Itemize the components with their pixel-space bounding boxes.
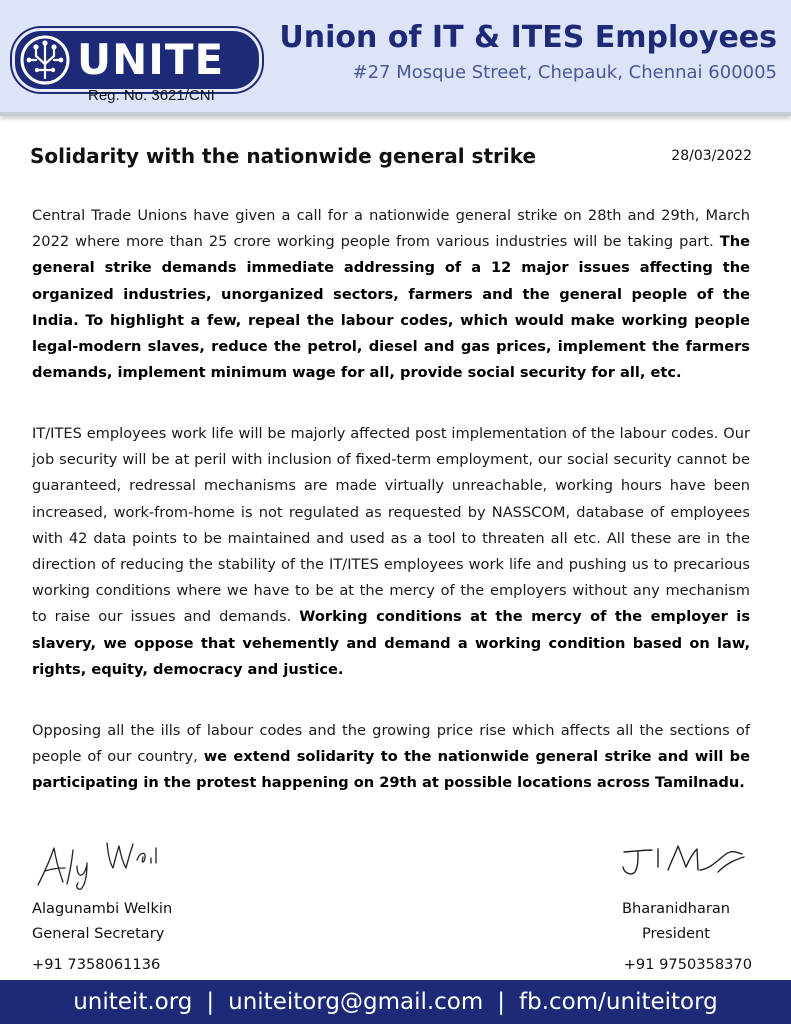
paragraph-1	[32, 203, 750, 386]
paragraph-3-emphasis: we extend solidarity to the nationwide general strike and will be participating in the protest happening on 29th at possible locations across Tamilnadu.	[32, 748, 751, 792]
signatory-left-role: General Secretary	[32, 925, 165, 942]
paragraph-1-emphasis: The general strike demands immediate addressing of a 12 major issues affecting the organized industries, unorganized sectors, farmers and the general people of the India. To highlight a few, repeal the labour codes, which would make working people legal-modern slaves, reduce the petrol, diesel and gas prices, implement the farmers demands, implement minimum wage for all, provide social security for all, etc.	[32, 233, 750, 382]
signatory-left-phone: +91 7358061136	[32, 956, 161, 973]
signatory-right-role: President	[641, 925, 711, 942]
signatory-right	[600, 896, 752, 946]
footer-contact-bar	[0, 980, 791, 1024]
unite-logo	[12, 28, 262, 92]
organization-name: Union of IT & ITES Employees	[279, 20, 777, 55]
president-signature	[614, 840, 750, 880]
document-title: Solidarity with the nationwide general strike	[30, 144, 537, 168]
general-secretary-signature	[32, 838, 172, 890]
circuit-tree-icon	[19, 34, 71, 86]
logo-wordmark: UNITE	[77, 35, 225, 84]
facebook-link[interactable]: fb.com/uniteitorg	[519, 989, 718, 1015]
paragraph-3	[32, 718, 750, 797]
signatory-left-name: Alagunambi Welkin	[32, 900, 173, 917]
website-link[interactable]: uniteit.org	[73, 989, 193, 1015]
paragraph-2	[32, 421, 750, 683]
paragraph-2-text: IT/ITES employees work life will be majorly affected post implementation of the labour codes. Our job security will be at peril with inclusion of fixed-term employment, our social security cannot be guaranteed, redressal mechanisms are made virtually unreachable, working hours have been increased, work-from-home is not regulated as requested by NASSCOM, database of employees with 42 data points to be maintained and used as a tool to threaten all etc. All these are in the direction of reducing the stability of the IT/ITES employees work life and pushing us to precarious working conditions where we have to be at the mercy of the employers without any mechanism to raise our issues and demands.	[32, 425, 750, 626]
email-link[interactable]: uniteitorg@gmail.com	[228, 989, 484, 1015]
letterhead	[0, 0, 791, 116]
paragraph-3-text: Opposing all the ills of labour codes and the growing price rise which affects all the sections of people of our country,	[32, 722, 750, 766]
signatory-right-name: Bharanidharan	[621, 900, 731, 917]
footer-separator: |	[206, 989, 215, 1015]
signatory-left	[32, 896, 172, 946]
paragraph-1-text: Central Trade Unions have given a call for a nationwide general strike on 28th and 29th, March 2022 where more than 25 crore working people from various industries will be taking part.	[32, 207, 750, 251]
footer-separator: |	[497, 989, 506, 1015]
signatory-right-phone: +91 9750358370	[623, 956, 752, 973]
organization-address: #27 Mosque Street, Chepauk, Chennai 600005	[352, 62, 777, 83]
document-date: 28/03/2022	[671, 148, 752, 164]
registration-number: Reg. No. 3621/CNI	[88, 87, 215, 104]
paragraph-2-emphasis: Working conditions at the mercy of the employer is slavery, we oppose that vehemently and demand a working condition based on law, rights, equity, democracy and justice.	[32, 608, 750, 678]
